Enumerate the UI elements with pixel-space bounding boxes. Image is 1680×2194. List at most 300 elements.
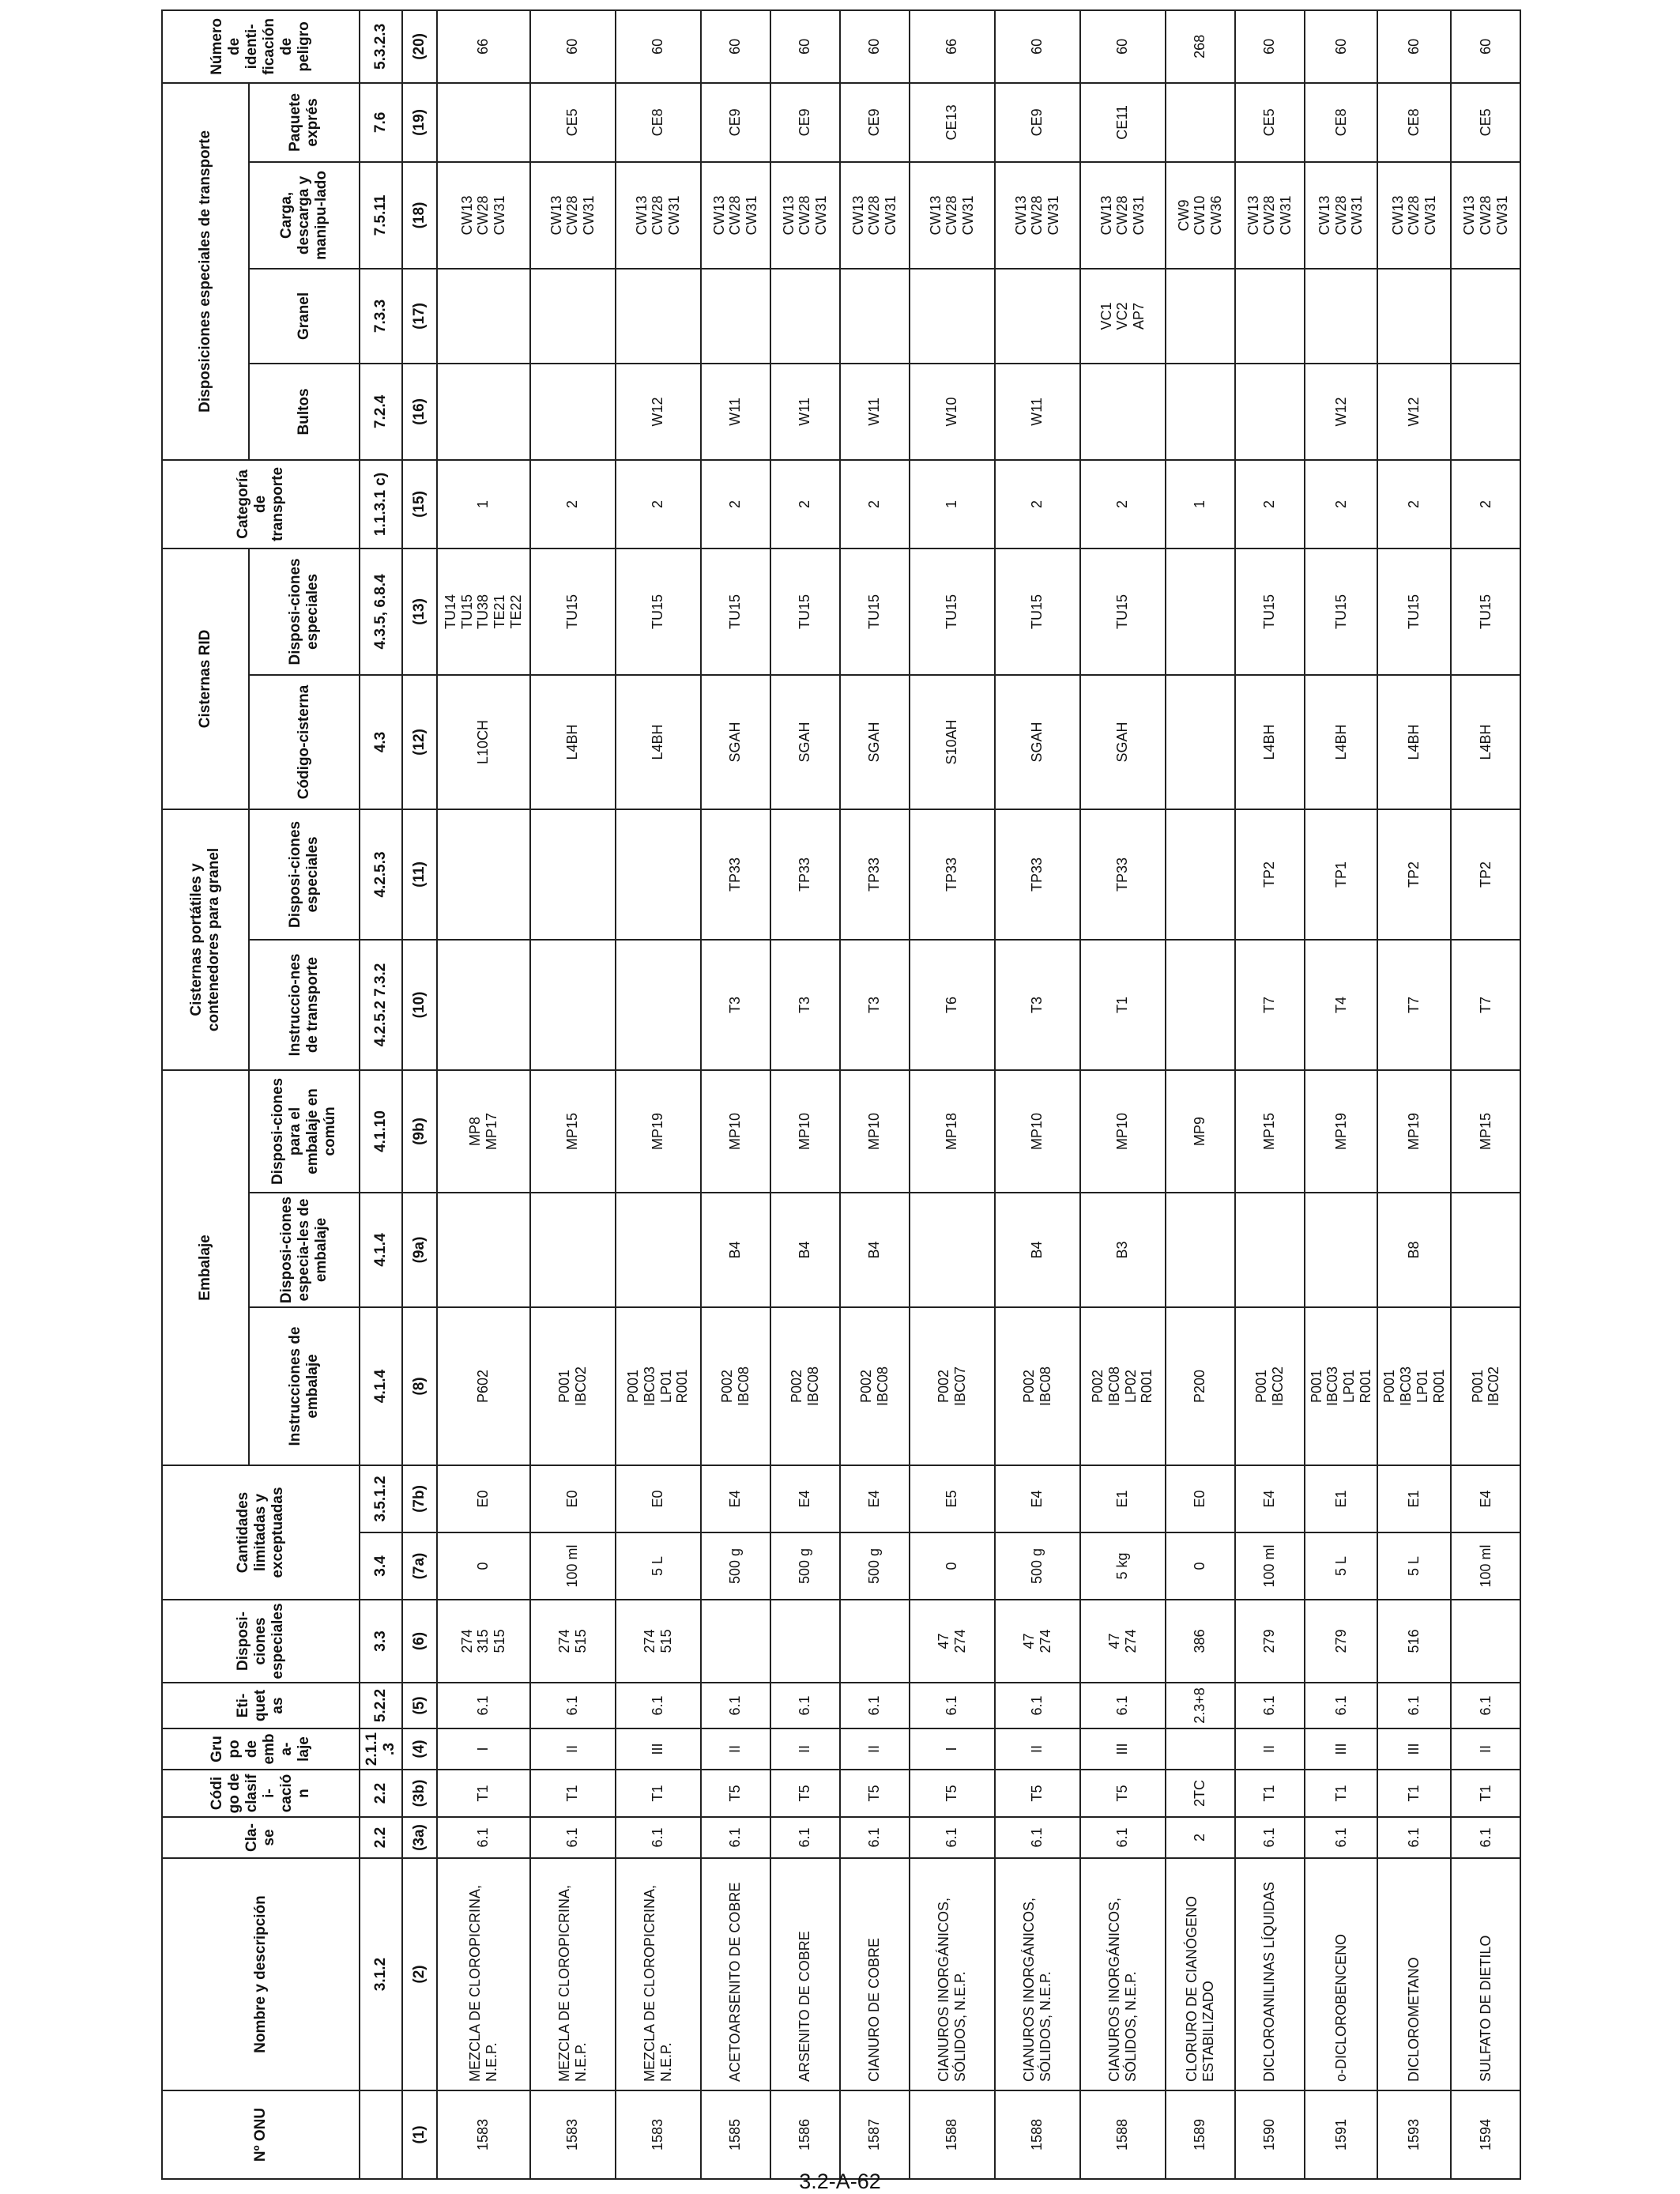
table-cell: L4BH: [1451, 675, 1520, 809]
table-cell: 2: [616, 460, 701, 548]
column-number: (12): [402, 675, 437, 809]
table-cell: [437, 1193, 530, 1307]
table-cell: MP18: [910, 1070, 995, 1193]
table-cell: I: [437, 1728, 530, 1770]
table-cell: MP10: [995, 1070, 1080, 1193]
dangerous-goods-table: [161, 9, 1521, 2180]
header-portable-tanks: Cisternas portátiles y contenedores para granel: [162, 809, 249, 1070]
table-cell: CE9: [840, 83, 910, 162]
table-cell: CE11: [1080, 83, 1166, 162]
table-cell: [910, 1193, 995, 1307]
table-cell: III: [1080, 1728, 1166, 1770]
table-cell: 6.1: [995, 1817, 1080, 1858]
table-cell: TP2: [1377, 809, 1451, 940]
table-cell: 2: [1305, 460, 1378, 548]
group-header-row: [162, 10, 249, 2179]
table-cell: CW13 CW28 CW31: [1080, 162, 1166, 269]
table-cell: 6.1: [1451, 1817, 1520, 1858]
un-number-cell: 1588: [910, 2090, 995, 2179]
table-cell: CW13 CW28 CW31: [437, 162, 530, 269]
section-reference: 3.4: [360, 1532, 402, 1600]
table-cell: T5: [701, 1770, 770, 1817]
table-cell: 47 274: [995, 1600, 1080, 1683]
table-cell: P002 IBC08: [770, 1307, 840, 1465]
table-cell: TU15: [1305, 548, 1378, 675]
table-cell: P001 IBC02: [1451, 1307, 1520, 1465]
table-cell: T3: [701, 940, 770, 1070]
table-cell: TU15: [1377, 548, 1451, 675]
section-reference: 4.3.5, 6.8.4: [360, 548, 402, 675]
table-cell: S10AH: [910, 675, 995, 809]
table-cell: [770, 1600, 840, 1683]
table-cell: E0: [616, 1465, 701, 1532]
table-cell: P001 IBC02: [1235, 1307, 1305, 1465]
header-packages: Bultos: [249, 364, 360, 460]
table-cell: TU14 TU15 TU38 TE21 TE22: [437, 548, 530, 675]
table-cell: [995, 269, 1080, 364]
table-cell: T6: [910, 940, 995, 1070]
table-cell: II: [840, 1728, 910, 1770]
substance-name-cell: DICLOROANILINAS LÍQUIDAS: [1235, 1858, 1305, 2090]
table-cell: [770, 269, 840, 364]
table-cell: 60: [1080, 10, 1166, 83]
substance-name-cell: MEZCLA DE CLOROPICRINA, N.E.P.: [616, 1858, 701, 2090]
table-cell: CW13 CW28 CW31: [616, 162, 701, 269]
section-reference: 4.3: [360, 675, 402, 809]
table-cell: 2: [1080, 460, 1166, 548]
table-cell: III: [1377, 1728, 1451, 1770]
table-cell: T5: [995, 1770, 1080, 1817]
table-cell: 60: [701, 10, 770, 83]
table-cell: P002 IBC08: [995, 1307, 1080, 1465]
header-mixed-packing-provisions: Disposi-ciones para el embalaje en común: [249, 1070, 360, 1193]
table-cell: E1: [1080, 1465, 1166, 1532]
table-row: [1080, 10, 1166, 2179]
table-cell: CE9: [995, 83, 1080, 162]
table-cell: P001 IBC02: [530, 1307, 616, 1465]
table-cell: [530, 809, 616, 940]
table-cell: 6.1: [701, 1683, 770, 1728]
table-cell: 5 kg: [1080, 1532, 1166, 1600]
table-cell: W11: [840, 364, 910, 460]
table-cell: [437, 940, 530, 1070]
table-cell: 6.1: [1377, 1817, 1451, 1858]
table-cell: CW13 CW28 CW31: [1377, 162, 1451, 269]
header-transport-provisions: Disposiciones especiales de transporte: [162, 83, 249, 460]
section-reference: 3.3: [360, 1600, 402, 1683]
table-cell: T7: [1451, 940, 1520, 1070]
table-cell: CW13 CW28 CW31: [995, 162, 1080, 269]
table-cell: CE8: [1377, 83, 1451, 162]
header-packing-group: Grupo de emba-laje: [162, 1728, 360, 1770]
table-cell: 6.1: [840, 1683, 910, 1728]
table-cell: P602: [437, 1307, 530, 1465]
table-cell: [1166, 1193, 1235, 1307]
table-cell: 6.1: [530, 1683, 616, 1728]
table-cell: P002 IBC07: [910, 1307, 995, 1465]
table-cell: [1451, 1193, 1520, 1307]
table-cell: 386: [1166, 1600, 1235, 1683]
section-reference: 5.3.2.3: [360, 10, 402, 83]
column-number: (7b): [402, 1465, 437, 1532]
header-classification-code: Código de clasifi-cación: [162, 1770, 360, 1817]
un-number-cell: 1586: [770, 2090, 840, 2179]
table-cell: 6.1: [1235, 1683, 1305, 1728]
table-cell: 6.1: [1235, 1817, 1305, 1858]
section-reference: 5.2.2: [360, 1683, 402, 1728]
header-name: Nombre y descripción: [162, 1858, 360, 2090]
table-cell: 268: [1166, 10, 1235, 83]
table-cell: 0: [910, 1532, 995, 1600]
table-cell: TU15: [1451, 548, 1520, 675]
table-cell: T1: [530, 1770, 616, 1817]
table-cell: CW13 CW28 CW31: [530, 162, 616, 269]
table-cell: MP10: [770, 1070, 840, 1193]
table-row: [437, 10, 530, 2179]
table-cell: TU15: [1080, 548, 1166, 675]
table-cell: CW13 CW28 CW31: [910, 162, 995, 269]
table-cell: 6.1: [995, 1683, 1080, 1728]
column-number: (10): [402, 940, 437, 1070]
table-cell: [1451, 269, 1520, 364]
table-cell: [1235, 364, 1305, 460]
substance-name-cell: o-DICLOROBENCENO: [1305, 1858, 1378, 2090]
un-number-cell: 1589: [1166, 2090, 1235, 2179]
table-cell: B4: [840, 1193, 910, 1307]
table-cell: [840, 1600, 910, 1683]
table-cell: 1: [1166, 460, 1235, 548]
table-cell: E0: [437, 1465, 530, 1532]
table-cell: [1451, 1600, 1520, 1683]
table-cell: 500 g: [995, 1532, 1080, 1600]
table-cell: CE5: [1235, 83, 1305, 162]
table-row: [910, 10, 995, 2179]
column-number: (6): [402, 1600, 437, 1683]
section-reference: 4.2.5.3: [360, 809, 402, 940]
table-row: [840, 10, 910, 2179]
un-number-cell: 1583: [616, 2090, 701, 2179]
table-cell: E4: [995, 1465, 1080, 1532]
table-cell: L4BH: [1305, 675, 1378, 809]
table-row: [1305, 10, 1378, 2179]
table-cell: MP10: [701, 1070, 770, 1193]
table-cell: B4: [995, 1193, 1080, 1307]
un-number-cell: 1585: [701, 2090, 770, 2179]
table-cell: 60: [840, 10, 910, 83]
table-cell: TU15: [770, 548, 840, 675]
table-cell: [437, 269, 530, 364]
table-cell: T1: [1080, 940, 1166, 1070]
header-express-parcels: Paquete exprés: [249, 83, 360, 162]
section-reference: 7.3.3: [360, 269, 402, 364]
table-cell: III: [1305, 1728, 1378, 1770]
table-cell: T1: [1235, 1770, 1305, 1817]
header-rid-special-provisions: Disposi-ciones especiales: [249, 548, 360, 675]
table-cell: 6.1: [616, 1683, 701, 1728]
table-cell: B8: [1377, 1193, 1451, 1307]
table-cell: CE13: [910, 83, 995, 162]
header-class: Cla-se: [162, 1817, 360, 1858]
column-number: (9a): [402, 1193, 437, 1307]
table-row: [770, 10, 840, 2179]
table-cell: CW13 CW28 CW31: [770, 162, 840, 269]
table-cell: W11: [701, 364, 770, 460]
reference-row: [360, 10, 402, 2179]
table-cell: [1166, 1728, 1235, 1770]
table-cell: T3: [770, 940, 840, 1070]
substance-name-cell: CIANUROS INORGÁNICOS, SÓLIDOS, N.E.P.: [1080, 1858, 1166, 2090]
table-cell: P002 IBC08 LP02 R001: [1080, 1307, 1166, 1465]
table-cell: L4BH: [530, 675, 616, 809]
header-loading: Carga, descarga y manipu-lado: [249, 162, 360, 269]
table-cell: 500 g: [840, 1532, 910, 1600]
substance-name-cell: MEZCLA DE CLOROPICRINA, N.E.P.: [437, 1858, 530, 2090]
table-cell: TP2: [1451, 809, 1520, 940]
table-cell: I: [910, 1728, 995, 1770]
un-number-cell: 1591: [1305, 2090, 1378, 2179]
table-cell: MP8 MP17: [437, 1070, 530, 1193]
table-cell: 100 ml: [530, 1532, 616, 1600]
table-cell: 5 L: [1305, 1532, 1378, 1600]
table-cell: 500 g: [701, 1532, 770, 1600]
substance-name-cell: CIANURO DE COBRE: [840, 1858, 910, 2090]
table-cell: 66: [437, 10, 530, 83]
table-cell: 60: [1235, 10, 1305, 83]
table-cell: 47 274: [1080, 1600, 1166, 1683]
table-cell: [530, 1193, 616, 1307]
table-cell: T7: [1235, 940, 1305, 1070]
substance-name-cell: MEZCLA DE CLOROPICRINA, N.E.P.: [530, 1858, 616, 2090]
table-cell: [1451, 364, 1520, 460]
column-number: (3b): [402, 1770, 437, 1817]
column-number-row: [402, 10, 437, 2179]
table-cell: [701, 269, 770, 364]
table-cell: MP15: [1235, 1070, 1305, 1193]
table-cell: MP19: [1305, 1070, 1378, 1193]
header-special-provisions: Disposi-ciones especiales: [162, 1600, 360, 1683]
table-cell: SGAH: [840, 675, 910, 809]
table-cell: 274 515: [616, 1600, 701, 1683]
table-cell: 500 g: [770, 1532, 840, 1600]
table-cell: SGAH: [770, 675, 840, 809]
table-cell: 6.1: [910, 1683, 995, 1728]
header-bulk: Granel: [249, 269, 360, 364]
column-number: (16): [402, 364, 437, 460]
table-cell: 60: [1305, 10, 1378, 83]
table-cell: [1305, 269, 1378, 364]
table-cell: II: [701, 1728, 770, 1770]
table-cell: [1166, 675, 1235, 809]
un-number-cell: 1594: [1451, 2090, 1520, 2179]
table-cell: [1166, 83, 1235, 162]
column-number: (15): [402, 460, 437, 548]
table-cell: CW13 CW28 CW31: [1305, 162, 1378, 269]
table-row: [616, 10, 701, 2179]
table-cell: T1: [616, 1770, 701, 1817]
table-cell: T1: [1305, 1770, 1378, 1817]
table-row: [1235, 10, 1305, 2179]
table-cell: 6.1: [1080, 1683, 1166, 1728]
table-cell: E4: [1451, 1465, 1520, 1532]
table-cell: 2TC: [1166, 1770, 1235, 1817]
table-cell: [530, 940, 616, 1070]
table-cell: P002 IBC08: [701, 1307, 770, 1465]
column-number: (8): [402, 1307, 437, 1465]
table-cell: 100 ml: [1451, 1532, 1520, 1600]
column-number: (9b): [402, 1070, 437, 1193]
table-cell: TP33: [910, 809, 995, 940]
substance-name-cell: ACETOARSENITO DE COBRE: [701, 1858, 770, 2090]
un-number-cell: 1583: [437, 2090, 530, 2179]
table-cell: TU15: [616, 548, 701, 675]
table-cell: 2: [1235, 460, 1305, 548]
table-cell: [910, 269, 995, 364]
table-cell: 2: [1166, 1817, 1235, 1858]
table-cell: 6.1: [910, 1817, 995, 1858]
substance-name-cell: SULFATO DE DIETILO: [1451, 1858, 1520, 2090]
table-cell: T5: [1080, 1770, 1166, 1817]
table-cell: 2: [701, 460, 770, 548]
table-row: [1451, 10, 1520, 2179]
table-cell: 2: [995, 460, 1080, 548]
table-cell: [701, 1600, 770, 1683]
section-reference: 2.1.1.3: [360, 1728, 402, 1770]
table-cell: 5 L: [1377, 1532, 1451, 1600]
table-cell: MP15: [1451, 1070, 1520, 1193]
table-cell: II: [1235, 1728, 1305, 1770]
table-cell: 279: [1235, 1600, 1305, 1683]
substance-name-cell: CLORURO DE CIANÓGENO ESTABILIZADO: [1166, 1858, 1235, 2090]
table-cell: TP33: [770, 809, 840, 940]
table-cell: B4: [701, 1193, 770, 1307]
table-cell: [437, 809, 530, 940]
table-cell: 47 274: [910, 1600, 995, 1683]
table-cell: MP19: [616, 1070, 701, 1193]
column-number: (5): [402, 1683, 437, 1728]
table-cell: P200: [1166, 1307, 1235, 1465]
table-cell: W12: [1377, 364, 1451, 460]
table-cell: TU15: [995, 548, 1080, 675]
section-reference: 3.5.1.2: [360, 1465, 402, 1532]
un-number-cell: 1587: [840, 2090, 910, 2179]
table-cell: [840, 269, 910, 364]
table-cell: [530, 364, 616, 460]
table-cell: TU15: [840, 548, 910, 675]
section-reference: 4.1.10: [360, 1070, 402, 1193]
table-cell: 2: [770, 460, 840, 548]
table-cell: 6.1: [840, 1817, 910, 1858]
un-number-cell: 1593: [1377, 2090, 1451, 2179]
table-cell: T5: [910, 1770, 995, 1817]
table-cell: TU15: [530, 548, 616, 675]
un-number-cell: 1588: [1080, 2090, 1166, 2179]
table-cell: T5: [770, 1770, 840, 1817]
table-cell: 0: [1166, 1532, 1235, 1600]
table-cell: T1: [1451, 1770, 1520, 1817]
table-cell: III: [616, 1728, 701, 1770]
substance-name-cell: CIANUROS INORGÁNICOS, SÓLIDOS, N.E.P.: [910, 1858, 995, 2090]
table-cell: [1235, 269, 1305, 364]
header-packaging: Embalaje: [162, 1070, 249, 1465]
table-cell: 60: [770, 10, 840, 83]
table-cell: L4BH: [616, 675, 701, 809]
table-cell: T3: [840, 940, 910, 1070]
header-special-packing-provisions: Disposi-ciones especia-les de embalaje: [249, 1193, 360, 1307]
un-number-cell: 1588: [995, 2090, 1080, 2179]
table-cell: 66: [910, 10, 995, 83]
table-cell: E4: [701, 1465, 770, 1532]
table-cell: E1: [1377, 1465, 1451, 1532]
table-cell: 6.1: [530, 1817, 616, 1858]
table-cell: P001 IBC03 LP01 R001: [616, 1307, 701, 1465]
table-cell: 279: [1305, 1600, 1378, 1683]
table-cell: 6.1: [437, 1817, 530, 1858]
table-cell: CW13 CW28 CW31: [701, 162, 770, 269]
table-cell: L4BH: [1377, 675, 1451, 809]
table-cell: [616, 1193, 701, 1307]
header-packing-instructions: Instrucciones de embalaje: [249, 1307, 360, 1465]
table-cell: CE8: [616, 83, 701, 162]
un-number-cell: 1583: [530, 2090, 616, 2179]
table-cell: T4: [1305, 940, 1378, 1070]
section-reference: 1.1.3.1 c): [360, 460, 402, 548]
table-cell: 60: [530, 10, 616, 83]
section-reference: 4.1.4: [360, 1193, 402, 1307]
table-cell: TP1: [1305, 809, 1378, 940]
table-cell: 6.1: [770, 1683, 840, 1728]
table-cell: [437, 364, 530, 460]
table-cell: [616, 809, 701, 940]
table-cell: TU15: [910, 548, 995, 675]
table-cell: 274 315 515: [437, 1600, 530, 1683]
table-cell: VC1 VC2 AP7: [1080, 269, 1166, 364]
table-cell: 6.1: [437, 1683, 530, 1728]
substance-name-cell: CIANUROS INORGÁNICOS, SÓLIDOS, N.E.P.: [995, 1858, 1080, 2090]
section-reference: [360, 2090, 402, 2179]
table-cell: CW13 CW28 CW31: [1235, 162, 1305, 269]
table-cell: CE9: [701, 83, 770, 162]
table-cell: TU15: [1235, 548, 1305, 675]
header-limited-quantities: Cantidades limitadas y exceptuadas: [162, 1465, 360, 1600]
table-cell: MP10: [1080, 1070, 1166, 1193]
table-cell: CE5: [1451, 83, 1520, 162]
table-cell: P001 IBC03 LP01 R001: [1305, 1307, 1378, 1465]
table-cell: MP10: [840, 1070, 910, 1193]
table-cell: E4: [840, 1465, 910, 1532]
table-cell: 60: [995, 10, 1080, 83]
table-cell: [1166, 269, 1235, 364]
table-cell: [530, 269, 616, 364]
table-cell: 1: [910, 460, 995, 548]
table-cell: [616, 940, 701, 1070]
table-cell: CW13 CW28 CW31: [1451, 162, 1520, 269]
section-reference: 2.2: [360, 1817, 402, 1858]
table-cell: 516: [1377, 1600, 1451, 1683]
table-cell: T5: [840, 1770, 910, 1817]
table-cell: II: [530, 1728, 616, 1770]
header-un-number: Nº ONU: [162, 2090, 360, 2179]
page-number: 3.2-A-62: [799, 2169, 881, 2193]
table-cell: [1166, 809, 1235, 940]
table-cell: 100 ml: [1235, 1532, 1305, 1600]
table-cell: TP33: [840, 809, 910, 940]
table-cell: 6.1: [770, 1817, 840, 1858]
rotated-table-container: [161, 11, 1510, 2180]
table-cell: CE8: [1305, 83, 1378, 162]
table-cell: 60: [616, 10, 701, 83]
column-number: (1): [402, 2090, 437, 2179]
table-cell: 1: [437, 460, 530, 548]
